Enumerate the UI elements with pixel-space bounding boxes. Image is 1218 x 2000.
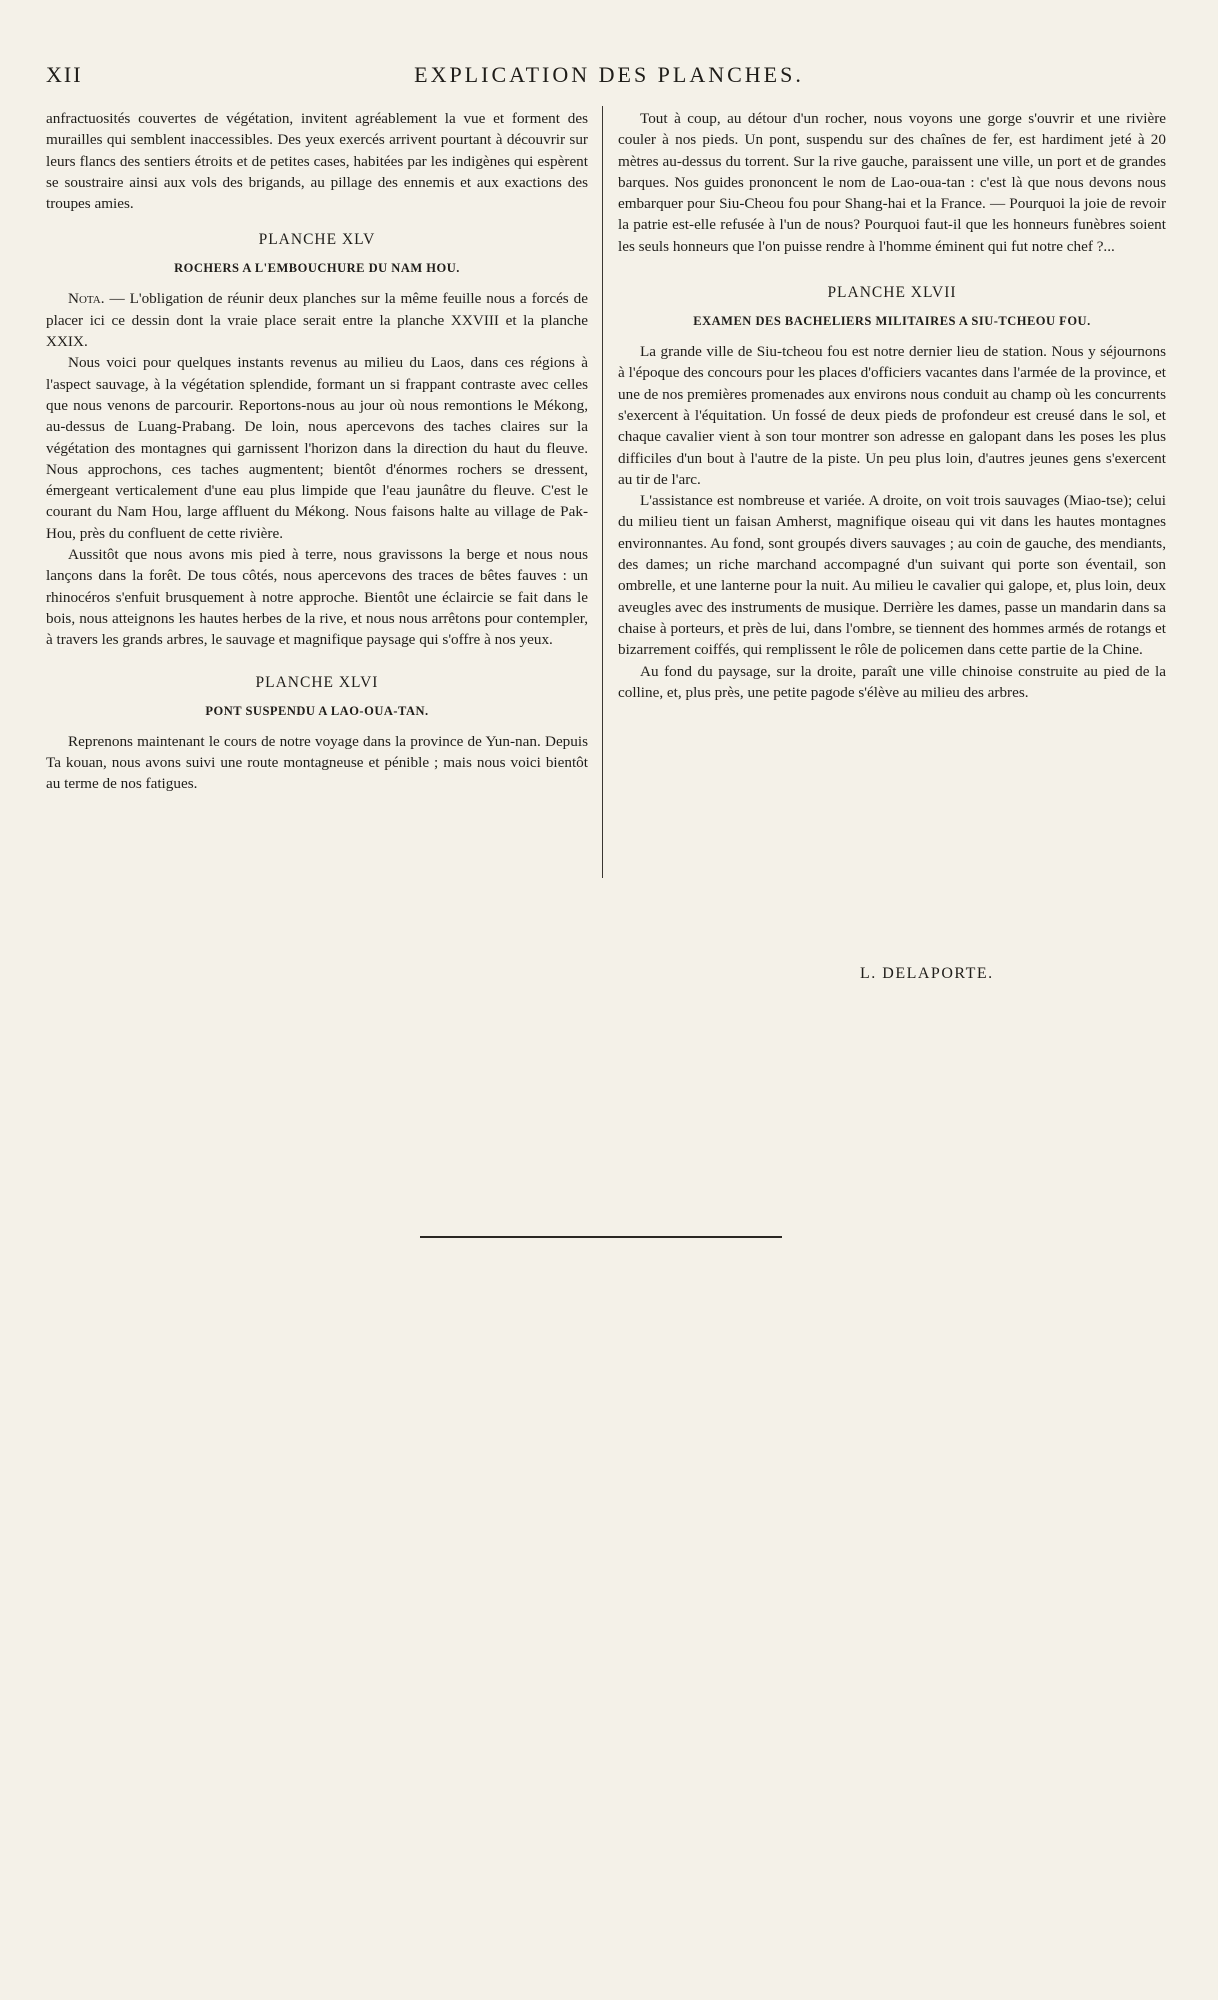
right-column [618,108,1166,703]
author-signature: L. DELAPORTE. [860,965,994,982]
plate-45-subtitle: ROCHERS A L'EMBOUCHURE DU NAM HOU. [174,261,460,276]
plate-46-continued-paragraph: Tout à coup, au détour d'un rocher, nous voyons une gorge s'ouvrir et une rivière couler à nos pieds. Un pont, suspendu sur des chaînes de fer, est hardiment jeté à 20 mètres au-dessus du torrent. Sur la rive gauche, paraissent une ville, un port et de grandes barques. Nos guides prononcent le nom de Lao-oua-tan : c'est là que nous devons nous embarquer pour Siu-Cheou fou pour Shang-hai et la France. — Pourquoi la joie de revoir la patrie est-elle refusée à l'un de nous? Pourquoi faut-il que les honneurs funèbres soient les seuls honneurs que l'on puisse rendre à l'homme éminent qui fut notre chef ?... [618,110,1166,255]
page-title: EXPLICATION DES PLANCHES. [414,62,804,87]
column-divider [602,106,603,878]
plate-47-paragraph-2: L'assistance est nombreuse et variée. A droite, on voit trois sauvages (Miao-tse); celui du milieu tient un faisan Amherst, magnifique oiseau qui vit dans les hautes montagnes environnantes. Au fond, sont groupés divers sauvages ; au coin de gauche, des mendiants, des dames; un riche marchand accompagné d'un suivant qui porte son éventail, son ombrelle, et une lanterne pour la nuit. Au milieu le cavalier qui galope, et, plus loin, deux aveugles avec des instruments de musique. Derrière les dames, passe un mandarin dans sa chaise à porteurs, et près de lui, dans l'ombre, se tiennent des hommes armés de rotangs et bizarrement coiffés, qui remplissent le rôle de policemen dans cette partie de la Chine. [618,492,1166,659]
left-column [46,108,588,794]
page-number: XII [46,62,83,87]
plate-46-paragraph-1: Reprenons maintenant le cours de notre voyage dans la province de Yun-nan. Depuis Ta kouan, nous avons suivi une route montagneuse et pénible ; mais nous voici bientôt au terme de nos fatigues. [46,732,588,793]
plate-45-heading: PLANCHE XLV [258,231,376,249]
plate-46-heading: PLANCHE XLVI [255,673,379,691]
nota-label: Nota. [68,290,105,308]
continued-paragraph: anfractuosités couvertes de végétation, invitent agréablement la vue et forment des murailles qui semblent inaccessibles. Des yeux exercés arrivent pourtant à découvrir sur leurs flancs des sentiers étroits et de petites cases, habitées par les indigènes qui espèrent se soustraire ainsi aux vols des brigands, au pillage des ennemis et aux exactions des troupes amies. [46,110,588,213]
plate-47-heading: PLANCHE XLVII [827,284,957,302]
plate-47-subtitle: EXAMEN DES BACHELIERS MILITAIRES A SIU-TCHEOU FOU. [693,314,1091,329]
plate-45-paragraph-2: Aussitôt que nous avons mis pied à terre, nous gravissons la berge et nous nous lançons dans la forêt. De tous côtés, nous apercevons des traces de bêtes fauves : un rhinocéros s'enfuit brusquement à notre approche. Bientôt une éclaircie se fait dans le bois, nous atteignons les hautes herbes de la rive, et nous nous arrêtons pour contempler, à travers les grands arbres, le sauvage et magnifique paysage qui s'offre à nos yeux. [46,546,588,649]
plate-47-paragraph-1: La grande ville de Siu-tcheou fou est notre dernier lieu de station. Nous y séjournons à l'époque des concours pour les places d'officiers vacantes dans l'armée de la province, et une de nos premières promenades aux environs nous conduit au champ où les concurrents s'exercent à l'équitation. Un fossé de deux pieds de profondeur est creusé dans le sol, et chaque cavalier vient à son tour montrer son adresse en galopant dans les poses les plus difficiles d'un bout à l'autre de la piste. Un peu plus loin, d'autres jeunes gens s'exercent au tir de l'arc. [618,343,1166,488]
plate-47-paragraph-3: Au fond du paysage, sur la droite, paraît une ville chinoise construite au pied de la colline, et, plus près, une petite pagode s'élève au milieu des arbres. [618,662,1166,701]
running-head [46,62,1172,92]
plate-45-paragraph-1: Nous voici pour quelques instants revenus au milieu du Laos, dans ces régions à l'aspect sauvage, à la végétation splendide, formant un si frappant contraste avec celles que nous venons de parcourir. Reportons-nous au jour où nous remontions le Mékong, au-dessus de Luang-Prabang. De loin, nous apercevons des taches claires sur la végétation des montagnes qui garnissent l'horizon dans la direction du haut du fleuve. Nous approchons, ces taches augmentent; bientôt d'énormes rochers se dressent, émergeant verticalement d'une eau plus limpide que l'eau jaunâtre du fleuve. C'est le courant du Nam Hou, large affluent du Mékong. Nous faisons halte au village de Pak-Hou, près du confluent de cette rivière. [46,354,588,542]
closing-rule [420,1236,782,1238]
nota-text: — L'obligation de réunir deux planches sur la même feuille nous a forcés de placer ici ce dessin dont la vraie place serait entre la planche XXVIII et la planche XXIX. [46,290,588,351]
plate-46-subtitle: PONT SUSPENDU A LAO-OUA-TAN. [205,703,429,718]
nota-paragraph [46,288,588,352]
